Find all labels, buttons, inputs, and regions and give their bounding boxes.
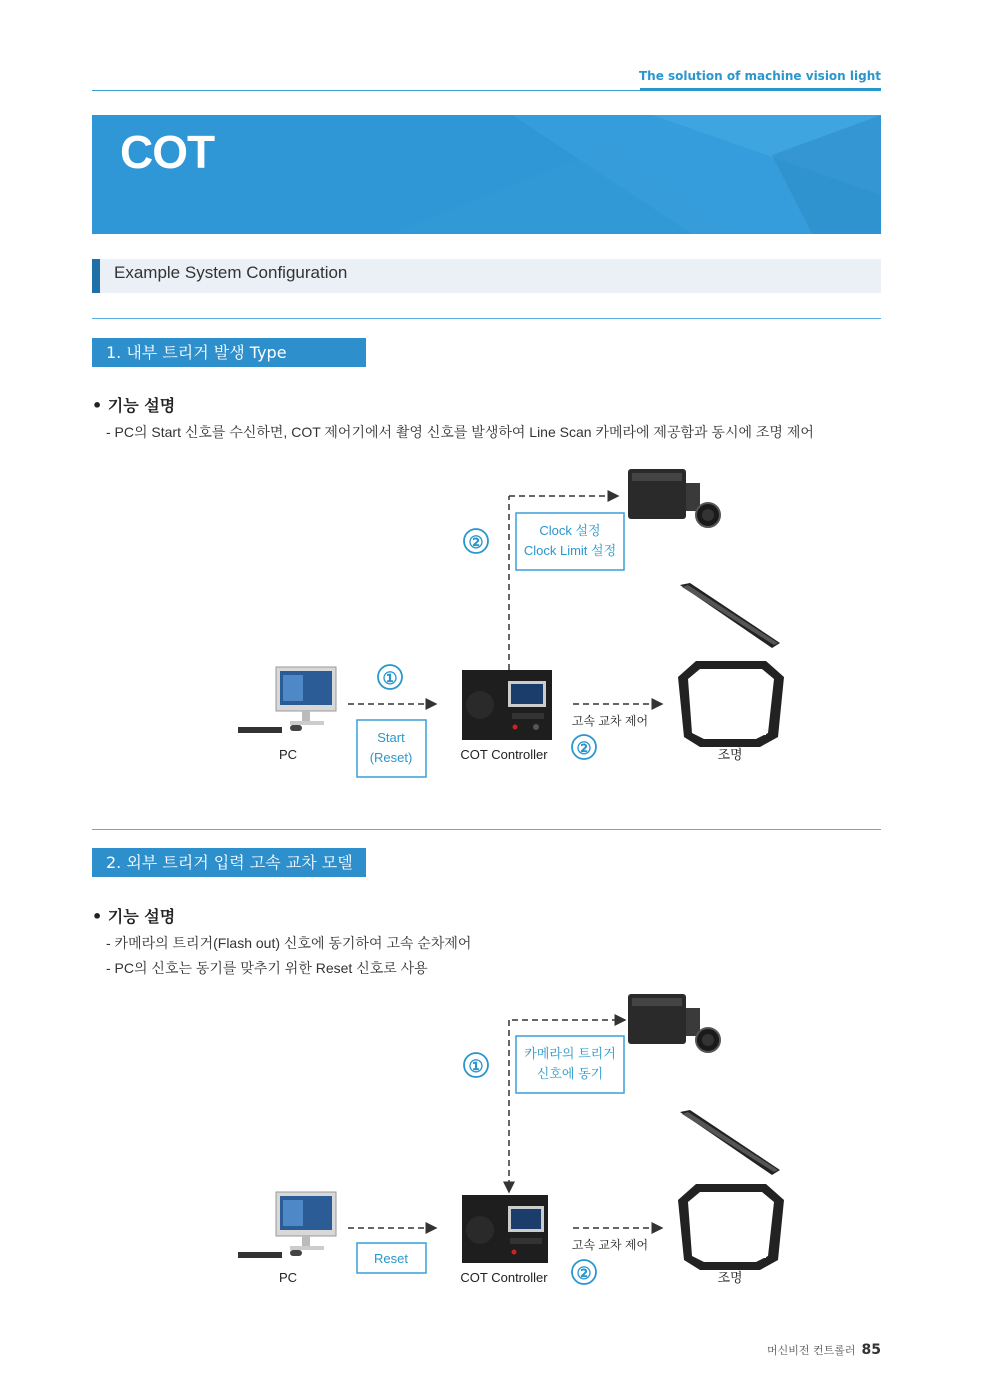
type1-desc: - PC의 Start 신호를 수신하면, COT 제어기에서 촬영 신호를 발생하여 Line Scan 카메라에 제공함과 동시에 조명 제어	[106, 424, 814, 440]
type1-step-left: ①	[382, 669, 398, 688]
divider-2	[92, 829, 881, 830]
type1-box-top-line2: Clock Limit 설정	[523, 543, 617, 558]
type1-title: 1. 내부 트리거 발생 Type	[92, 338, 366, 367]
type2-bullet: • 기능 설명	[92, 907, 176, 926]
pc-icon	[238, 1192, 336, 1258]
type2-desc1: - 카메라의 트리거(Flash out) 신호에 동기하여 고속 순차제어	[106, 935, 472, 951]
type1-right-label: 고속 교차 제어	[571, 714, 649, 728]
type2-desc2: - PC의 신호는 동기를 맞추기 위한 Reset 신호로 사용	[106, 960, 428, 976]
pc-icon	[238, 667, 336, 733]
section-accent	[92, 259, 100, 293]
dome-light-icon	[678, 661, 784, 747]
divider-1	[92, 318, 881, 319]
section-title: Example System Configuration	[114, 263, 348, 282]
type2-right-label: 고속 교차 제어	[571, 1238, 649, 1252]
type2-title: 2. 외부 트리거 입력 고속 교차 모델	[92, 848, 366, 877]
line-light-icon	[680, 583, 780, 648]
type1-box-left-line1: Start	[377, 730, 405, 745]
camera-icon	[628, 469, 720, 527]
header-rule-accent	[640, 88, 881, 91]
line-light-icon	[680, 1110, 780, 1175]
type2-pc-label: PC	[278, 1270, 298, 1285]
type1-pc-label: PC	[278, 747, 298, 762]
type2-diagram	[0, 980, 985, 1300]
controller-icon	[462, 1195, 548, 1263]
type2-box-top-line1: 카메라의 트리거	[524, 1046, 616, 1061]
type1-diagram	[0, 455, 985, 795]
type2-step-top: ①	[468, 1057, 484, 1076]
header-tagline: The solution of machine vision light	[638, 69, 881, 83]
type1-step-right: ②	[576, 739, 592, 758]
page-footer	[767, 1342, 881, 1358]
type2-controller-label: COT Controller	[460, 1270, 548, 1285]
type1-box-left-line2: (Reset)	[369, 750, 413, 765]
banner-title: COT	[120, 126, 215, 178]
type1-bullet: • 기능 설명	[92, 396, 176, 415]
type2-light-label: 조명	[717, 1270, 743, 1285]
type1-controller-label: COT Controller	[460, 747, 548, 762]
dome-light-icon	[678, 1184, 784, 1270]
type1-box-top-line1: Clock 설정	[539, 523, 601, 538]
controller-icon	[462, 670, 552, 740]
type1-light-label: 조명	[717, 747, 743, 762]
type1-step-top: ②	[468, 533, 484, 552]
type2-step-right: ②	[576, 1264, 592, 1283]
page-number: 85	[861, 1342, 881, 1358]
type2-box-top-line2: 신호에 동기	[536, 1066, 604, 1081]
header-rule	[92, 90, 640, 91]
footer-label: 머신비전 컨트롤러	[767, 1344, 856, 1357]
camera-icon	[628, 994, 720, 1052]
type2-box-left: Reset	[374, 1251, 408, 1266]
